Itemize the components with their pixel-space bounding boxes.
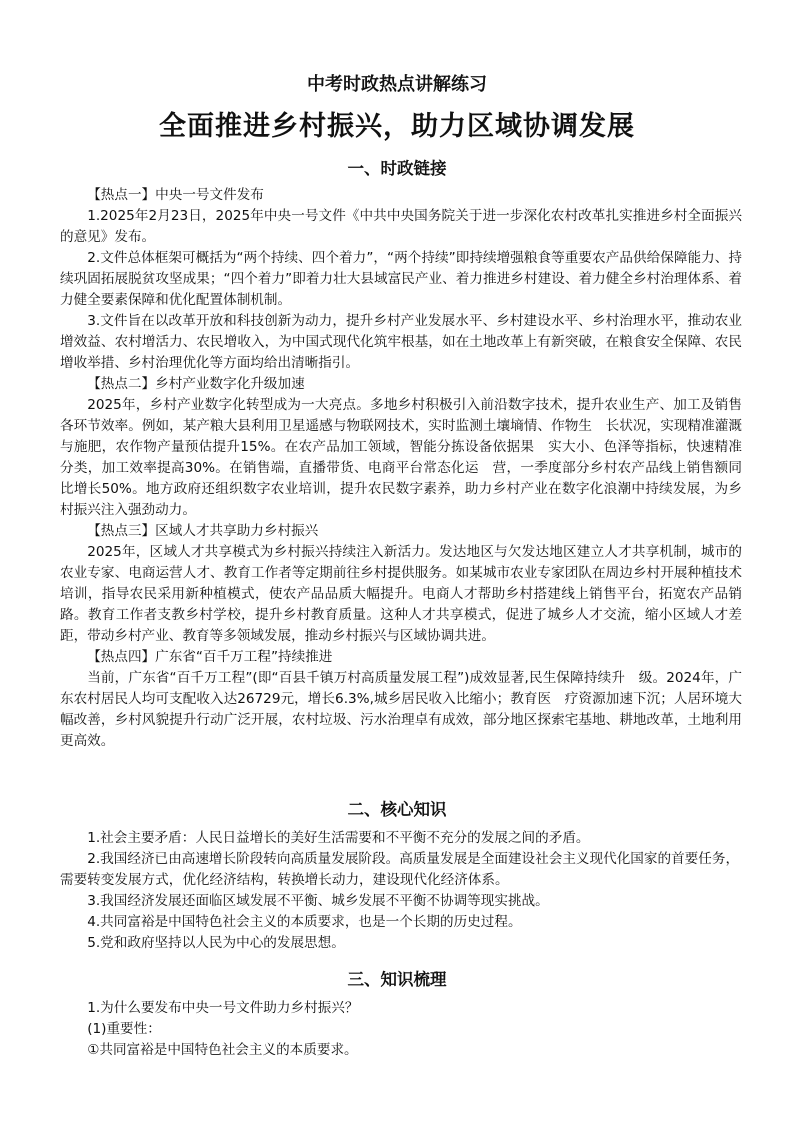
core-knowledge-item: 1.社会主要矛盾：人民日益增长的美好生活需要和不平衡不充分的发展之间的矛盾。 <box>87 830 590 846</box>
hot-topic-1-paragraph: 3.文件旨在以改革开放和科技创新为动力，提升乡村产业发展水平、乡村建设水平、乡村治理水平，推动农业增效益、农村增活力、农民增收入，为中国式现代化筑牢根基，如在土地改革上有新突破，在粮食安全保障、农民增收举措、乡村治理优化等方面均给出清晰指引。 <box>60 313 742 371</box>
review-question: 1.为什么要发布中央一号文件助力乡村振兴？ <box>87 1000 359 1016</box>
section-heading-core-knowledge: 二、核心知识 <box>347 800 447 819</box>
core-knowledge-item: 2.我国经济已由高速增长阶段转向高质量发展阶段。高质量发展是全面建设社会主义现代化国家的首要任务，需要转变发展方式，优化经济结构，转换增长动力，建设现代化经济体系。 <box>60 851 740 888</box>
hot-topic-3-label: 【热点三】区域人才共享助力乡村振兴 <box>87 523 319 539</box>
hot-topic-1-paragraph: 1.2025年2月23日，2025年中央一号文件《中共中央国务院关于进一步深化农村改革扎实推进乡村全面振兴的意见》发布。 <box>60 208 742 245</box>
section-heading-knowledge-review: 三、知识梳理 <box>347 970 447 989</box>
document-subtitle: 中考时政热点讲解练习 <box>307 74 487 95</box>
section-knowledge-review-body <box>60 998 742 1061</box>
hot-topic-1-paragraph: 2.文件总体框架可概括为“两个持续、四个着力”，“两个持续”即持续增强粮食等重要农产品供给保障能力、持续巩固拓展脱贫攻坚成果；“四个着力”即着力壮大县域富民产业、着力推进乡村建设、着力健全乡村治理体系、着力健全要素保障和优化配置体制机制。 <box>60 250 742 308</box>
section-heading-current-affairs: 一、时政链接 <box>347 159 447 178</box>
section-core-knowledge-body <box>60 828 742 954</box>
hot-topic-2-paragraph: 2025年，乡村产业数字化转型成为一大亮点。多地乡村积极引入前沿数字技术，提升农业生产、加工及销售各环节效率。例如，某产粮大县利用卫星遥感与物联网技术，实时监测土壤墒情、作物生 长状况，实现精准灌溉与施肥，农作物产量预估提升15%。在农产品加工领域，智能分拣设备依据果 实大小、色泽等指标，快速精准分类，加工效率提高30%。在销售端，直播带货、电商平台常态化运 营，一季度部分乡村农产品线上销售额同比增长50%。地方政府还组织数字农业培训，提升农民数字素养，助力乡村产业在数字化浪潮中持续发展，为乡村振兴注入强劲动力。 <box>60 397 742 518</box>
review-subheading: (1)重要性： <box>87 1021 161 1037</box>
section-current-affairs-body <box>60 185 742 752</box>
hot-topic-3-paragraph: 2025年，区域人才共享模式为乡村振兴持续注入新活力。发达地区与欠发达地区建立人才共享机制，城市的农业专家、电商运营人才、教育工作者等定期前往乡村提供服务。如某城市农业专家团队在周边乡村开展种植技术培训，指导农民采用新种植模式，使农产品品质大幅提升。电商人才帮助乡村搭建线上销售平台，拓宽农产品销路。教育工作者支教乡村学校，提升乡村教育质量。这种人才共享模式，促进了城乡人才交流，缩小区域人才差距，带动乡村产业、教育等多领域发展，推动乡村振兴与区域协调共进。 <box>60 544 742 644</box>
hot-topic-4-paragraph: 当前，广东省“百千万工程”(即“百县千镇万村高质量发展工程”)成效显著,民生保障持续升 级。2024年，广东农村居民人均可支配收入达26729元，增长6.3%,城乡居民收入比缩小；教育医 疗资源加速下沉；人居环境大幅改善，乡村风貌提升行动广泛开展，农村垃圾、污水治理卓有成效，部分地区探索宅基地、耕地改革，土地利用更高效。 <box>60 670 742 749</box>
document-title: 全面推进乡村振兴，助力区域协调发展 <box>159 111 635 142</box>
core-knowledge-item: 4.共同富裕是中国特色社会主义的本质要求，也是一个长期的历史过程。 <box>87 914 522 930</box>
hot-topic-1-label: 【热点一】中央一号文件发布 <box>87 187 264 203</box>
core-knowledge-item: 5.党和政府坚持以人民为中心的发展思想。 <box>87 935 345 951</box>
hot-topic-4-label: 【热点四】广东省“百千万工程”持续推进 <box>87 649 333 665</box>
review-point: ①共同富裕是中国特色社会主义的本质要求。 <box>87 1042 358 1058</box>
hot-topic-2-label: 【热点二】乡村产业数字化升级加速 <box>87 376 305 392</box>
core-knowledge-item: 3.我国经济发展还面临区域发展不平衡、城乡发展不平衡不协调等现实挑战。 <box>87 893 549 909</box>
